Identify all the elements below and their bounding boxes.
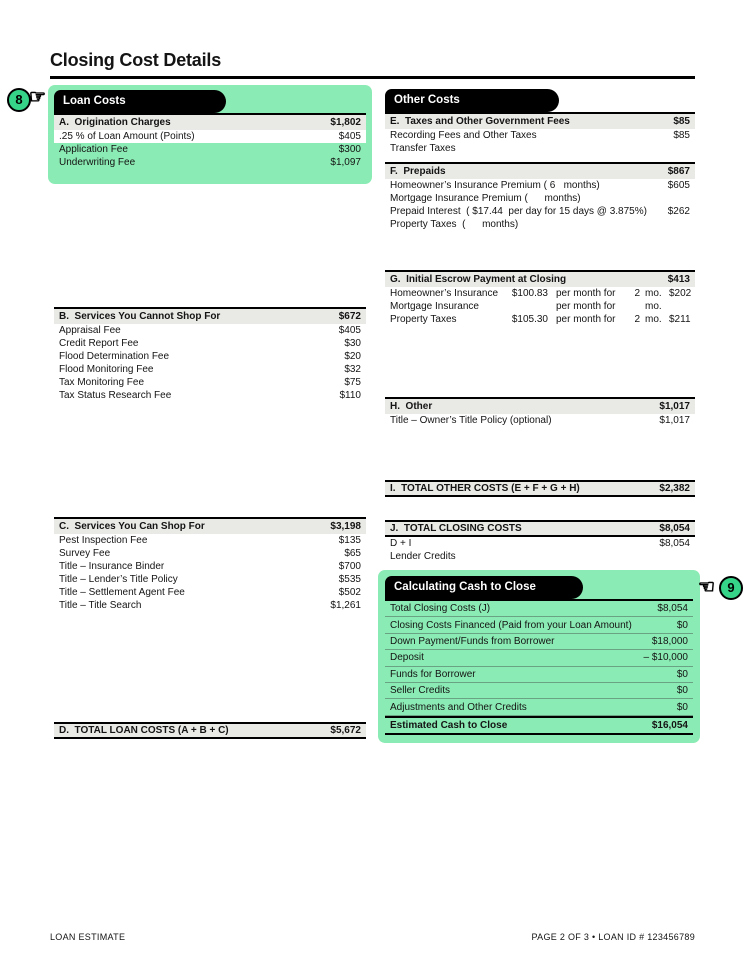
fee-row bbox=[385, 205, 695, 218]
section-j-amount: $8,054 bbox=[659, 523, 690, 534]
fee-label: Flood Determination Fee bbox=[59, 351, 170, 362]
fee-amount: $30 bbox=[344, 338, 361, 349]
loan-costs-highlight-box bbox=[48, 85, 372, 184]
section-a-amount: $1,802 bbox=[330, 117, 361, 128]
fee-amount: $502 bbox=[338, 587, 361, 598]
fee-row bbox=[54, 573, 366, 586]
escrow-mo-text: mo. bbox=[645, 314, 662, 325]
section-i bbox=[385, 480, 695, 497]
fee-row bbox=[54, 599, 366, 612]
cash-row bbox=[385, 617, 693, 633]
fee-label: Mortgage Insurance bbox=[390, 301, 479, 312]
fee-amount: $605 bbox=[667, 180, 690, 191]
section-j-header bbox=[385, 520, 695, 537]
section-f-amount: $867 bbox=[667, 166, 690, 177]
cash-to-close-highlight-box bbox=[378, 570, 700, 743]
escrow-rate bbox=[500, 300, 548, 313]
escrow-per-text: per month for bbox=[556, 288, 616, 299]
fee-row bbox=[54, 130, 366, 143]
other-costs-tab: Other Costs bbox=[385, 89, 559, 112]
fee-amount: $110 bbox=[339, 390, 361, 401]
callout-9-badge: 9 bbox=[719, 576, 743, 600]
escrow-per-text: per month for bbox=[556, 301, 616, 312]
cash-label: Total Closing Costs (J) bbox=[390, 603, 491, 615]
cash-label: Seller Credits bbox=[390, 685, 451, 697]
pointing-hand-right-icon: ☞ bbox=[29, 87, 47, 108]
cash-row bbox=[385, 667, 693, 683]
cash-total-label: Estimated Cash to Close bbox=[390, 719, 508, 731]
page-title: Closing Cost Details bbox=[50, 50, 222, 70]
fee-label: .25 % of Loan Amount (Points) bbox=[59, 131, 195, 142]
fee-amount: $20 bbox=[344, 351, 361, 362]
section-b-header bbox=[54, 307, 366, 324]
fee-label: Underwriting Fee bbox=[59, 157, 136, 168]
fee-amount: $262 bbox=[667, 206, 690, 217]
section-e bbox=[385, 112, 695, 155]
section-g-label: G. Initial Escrow Payment at Closing bbox=[390, 274, 567, 285]
fee-label: Title – Title Search bbox=[59, 600, 142, 611]
section-e-label: E. Taxes and Other Government Fees bbox=[390, 116, 570, 127]
cash-label: Adjustments and Other Credits bbox=[390, 701, 527, 713]
section-e-amount: $85 bbox=[673, 116, 690, 127]
section-e-header bbox=[385, 112, 695, 129]
cash-amount: $0 bbox=[676, 701, 688, 713]
section-i-amount: $2,382 bbox=[659, 483, 690, 494]
section-i-label: I. TOTAL OTHER COSTS (E + F + G + H) bbox=[390, 483, 580, 494]
fee-amount: $85 bbox=[673, 130, 690, 141]
fee-row bbox=[54, 547, 366, 560]
title-divider bbox=[50, 76, 695, 79]
fee-row bbox=[385, 414, 695, 427]
section-b-label: B. Services You Cannot Shop For bbox=[59, 311, 221, 322]
escrow-mo-text: mo. bbox=[645, 288, 662, 299]
cash-row bbox=[385, 634, 693, 650]
footer-document-name: LOAN ESTIMATE bbox=[50, 932, 126, 942]
fee-amount: $202 bbox=[669, 288, 692, 299]
section-j bbox=[385, 520, 695, 563]
fee-row bbox=[385, 179, 695, 192]
escrow-row bbox=[385, 313, 695, 326]
fee-row bbox=[385, 142, 695, 155]
escrow-months: 2 bbox=[634, 288, 640, 299]
fee-amount: $32 bbox=[344, 364, 361, 375]
fee-label: Homeowner’s Insurance bbox=[390, 288, 499, 299]
cash-to-close-tab: Calculating Cash to Close bbox=[385, 576, 583, 599]
section-a-label: A. Origination Charges bbox=[59, 117, 171, 128]
cash-to-close-table bbox=[385, 599, 693, 735]
fee-row bbox=[385, 537, 695, 550]
fee-label: Title – Insurance Binder bbox=[59, 561, 165, 572]
section-d-amount: $5,672 bbox=[330, 725, 361, 736]
loan-costs-tab: Loan Costs bbox=[54, 90, 226, 113]
fee-label: Title – Settlement Agent Fee bbox=[59, 587, 185, 598]
section-h-amount: $1,017 bbox=[659, 401, 690, 412]
section-f-label: F. Prepaids bbox=[390, 166, 446, 177]
cash-label: Deposit bbox=[390, 652, 424, 664]
fee-row bbox=[54, 337, 366, 350]
section-h bbox=[385, 397, 695, 427]
section-g-header bbox=[385, 270, 695, 287]
cash-amount: $0 bbox=[676, 619, 688, 631]
cash-row bbox=[385, 699, 693, 715]
fee-amount: $1,017 bbox=[659, 415, 690, 426]
section-j-label: J. TOTAL CLOSING COSTS bbox=[390, 523, 522, 534]
section-d-header bbox=[54, 722, 366, 739]
fee-label: Homeowner’s Insurance Premium ( 6 months) bbox=[390, 180, 600, 191]
section-g-amount: $413 bbox=[667, 274, 690, 285]
callout-8-badge: 8 bbox=[7, 88, 31, 112]
fee-row bbox=[54, 534, 366, 547]
fee-amount: $535 bbox=[338, 574, 361, 585]
section-b bbox=[54, 307, 366, 402]
fee-amount: $65 bbox=[344, 548, 361, 559]
fee-label: Credit Report Fee bbox=[59, 338, 139, 349]
fee-amount: $211 bbox=[669, 314, 691, 325]
cash-row bbox=[385, 650, 693, 666]
fee-label: Recording Fees and Other Taxes bbox=[390, 130, 537, 141]
fee-row bbox=[54, 586, 366, 599]
escrow-months bbox=[630, 300, 640, 313]
cash-label: Down Payment/Funds from Borrower bbox=[390, 635, 555, 647]
fee-row bbox=[54, 389, 366, 402]
fee-label: Title – Owner’s Title Policy (optional) bbox=[390, 415, 552, 426]
fee-row bbox=[385, 129, 695, 142]
pointing-hand-left-icon: ☜ bbox=[698, 577, 716, 598]
fee-label: Title – Lender’s Title Policy bbox=[59, 574, 178, 585]
cash-row bbox=[385, 683, 693, 699]
fee-row bbox=[385, 550, 695, 563]
section-a-header bbox=[54, 113, 366, 130]
fee-label: Tax Status Research Fee bbox=[59, 390, 172, 401]
escrow-per-text: per month for bbox=[556, 314, 616, 325]
fee-row bbox=[54, 363, 366, 376]
section-c bbox=[54, 517, 366, 612]
fee-amount: $405 bbox=[338, 325, 361, 336]
section-g bbox=[385, 270, 695, 326]
cash-amount: – $10,000 bbox=[643, 652, 688, 664]
estimated-cash-to-close-row bbox=[385, 716, 693, 735]
fee-row bbox=[54, 560, 366, 573]
section-d bbox=[54, 722, 366, 739]
fee-label: Mortgage Insurance Premium ( months) bbox=[390, 193, 581, 204]
cash-amount: $18,000 bbox=[651, 635, 688, 647]
escrow-row bbox=[385, 300, 695, 313]
fee-label: Property Taxes ( months) bbox=[390, 219, 519, 230]
cash-amount: $8,054 bbox=[657, 603, 688, 615]
fee-label: Transfer Taxes bbox=[390, 143, 456, 154]
fee-row bbox=[54, 143, 366, 156]
fee-label: Prepaid Interest ( $17.44 per day for 15 days @ 3.875%) bbox=[390, 206, 647, 217]
fee-label: D + I bbox=[390, 538, 412, 549]
section-h-header bbox=[385, 397, 695, 414]
section-f-header bbox=[385, 162, 695, 179]
fee-amount: $300 bbox=[338, 144, 361, 155]
cash-amount: $0 bbox=[676, 685, 688, 697]
section-a bbox=[54, 113, 366, 169]
escrow-months: 2 bbox=[634, 314, 640, 325]
fee-amount: $135 bbox=[338, 535, 361, 546]
fee-label: Appraisal Fee bbox=[59, 325, 121, 336]
fee-row bbox=[385, 218, 695, 231]
section-c-header bbox=[54, 517, 366, 534]
fee-row bbox=[54, 156, 366, 169]
fee-label: Tax Monitoring Fee bbox=[59, 377, 145, 388]
fee-amount: $75 bbox=[344, 377, 361, 388]
fee-row bbox=[54, 324, 366, 337]
fee-amount: $8,054 bbox=[659, 538, 690, 549]
section-c-label: C. Services You Can Shop For bbox=[59, 521, 205, 532]
fee-amount: $1,097 bbox=[330, 157, 361, 168]
fee-label: Flood Monitoring Fee bbox=[59, 364, 154, 375]
section-f bbox=[385, 162, 695, 231]
fee-label: Survey Fee bbox=[59, 548, 111, 559]
escrow-rate: $100.83 bbox=[511, 288, 548, 299]
fee-amount: $700 bbox=[338, 561, 361, 572]
fee-amount: $405 bbox=[338, 131, 361, 142]
fee-row bbox=[54, 376, 366, 389]
fee-label: Pest Inspection Fee bbox=[59, 535, 148, 546]
escrow-row bbox=[385, 287, 695, 300]
section-b-amount: $672 bbox=[338, 311, 361, 322]
fee-amount: $1,261 bbox=[330, 600, 361, 611]
fee-label: Property Taxes bbox=[390, 314, 457, 325]
fee-label: Lender Credits bbox=[390, 551, 456, 562]
cash-label: Closing Costs Financed (Paid from your Loan Amount) bbox=[390, 619, 632, 631]
section-c-amount: $3,198 bbox=[330, 521, 361, 532]
cash-row bbox=[385, 601, 693, 617]
cash-amount: $0 bbox=[676, 668, 688, 680]
section-i-header bbox=[385, 480, 695, 497]
cash-label: Funds for Borrower bbox=[390, 668, 476, 680]
fee-row bbox=[54, 350, 366, 363]
fee-label: Application Fee bbox=[59, 144, 128, 155]
fee-amount bbox=[669, 300, 690, 313]
escrow-rate: $105.30 bbox=[511, 314, 548, 325]
escrow-mo-text: mo. bbox=[645, 301, 662, 312]
section-d-label: D. TOTAL LOAN COSTS (A + B + C) bbox=[59, 725, 229, 736]
footer-page-and-loan-id: PAGE 2 OF 3 • LOAN ID # 123456789 bbox=[531, 932, 695, 942]
fee-row bbox=[385, 192, 695, 205]
section-h-label: H. Other bbox=[390, 401, 433, 412]
cash-total-amount: $16,054 bbox=[651, 719, 688, 731]
